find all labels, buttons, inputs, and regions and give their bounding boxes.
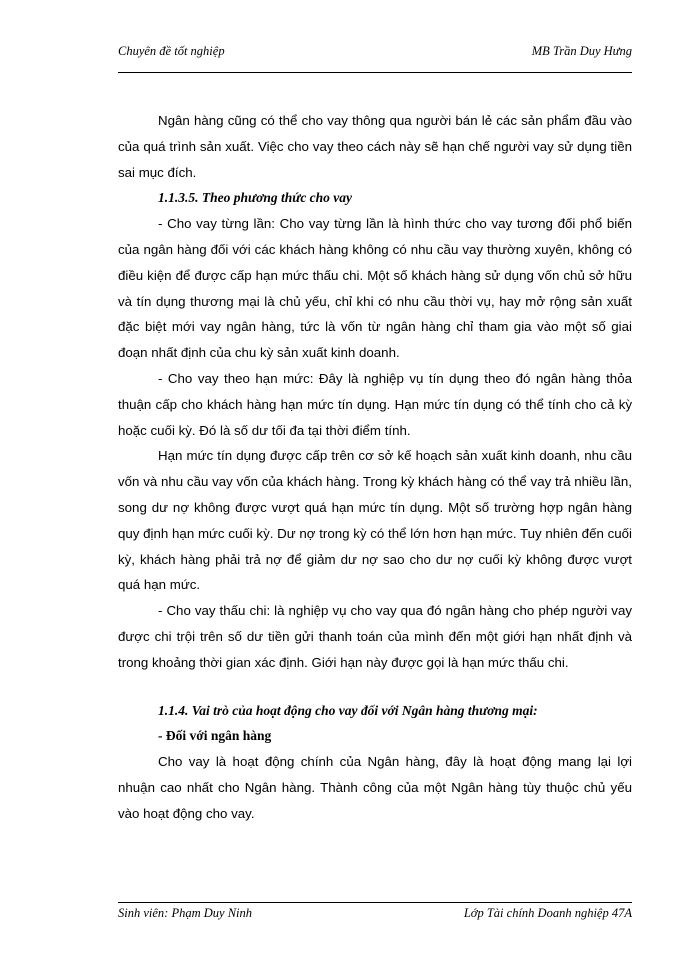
page-footer xyxy=(118,902,632,927)
paragraph-intro: Ngân hàng cũng có thể cho vay thông qua người bán lẻ các sản phẩm đầu vào của quá trình sản xuất. Việc cho vay theo cách này sẽ hạn chế người vay sử dụng tiền sai mục đích. xyxy=(118,113,632,180)
paragraph-vai-tro: Cho vay là hoạt động chính của Ngân hàng, đây là hoạt động mang lại lợi nhuận cao nhất cho Ngân hàng. Thành công của một Ngân hàng tùy thuộc chủ yếu vào hoạt động cho vay. xyxy=(118,754,632,821)
header-right-author: MB Trần Duy Hưng xyxy=(531,44,632,58)
paragraph-han-muc-tin-dung: Hạn mức tín dụng được cấp trên cơ sở kế hoạch sản xuất kinh doanh, nhu cầu vốn và nhu cầu vay vốn của khách hàng. Trong kỳ khách hàng có thể vay trả nhiều lần, song dư nợ không được vượt quá hạn mức tín dụng. Một số trường hợp ngân hàng quy định hạn mức cuối kỳ. Dư nợ trong kỳ có thể lớn hơn hạn mức. Tuy nhiên đến cuối kỳ, khách hàng phải trả nợ để giảm dư nợ sao cho dư nợ cuối kỳ không được vượt quá hạn mức. xyxy=(118,448,632,593)
subheading-doi-voi-ngan-hang: - Đối với ngân hàng xyxy=(158,728,272,744)
paragraph-cho-vay-thau-chi: - Cho vay thấu chi: là nghiệp vụ cho vay qua đó ngân hàng cho phép người vay được chi trội trên số dư tiền gửi thanh toán của mình đến một giới hạn nhất định và trong khoảng thời gian xác định. Giới hạn này được gọi là hạn mức thấu chi. xyxy=(118,603,632,670)
header-left-title: Chuyên đề tốt nghiệp xyxy=(118,44,225,58)
document-body xyxy=(118,108,632,827)
paragraph-cho-vay-tung-lan: - Cho vay từng lần: Cho vay từng lần là hình thức cho vay tương đối phổ biến của ngân hàng đối với các khách hàng không có nhu cầu vay thường xuyên, không có điều kiện để được cấp hạn mức thấu chi. Một số khách hàng sử dụng vốn chủ sở hữu và tín dụng thương mại là chủ yếu, chỉ khi có nhu cầu thời vụ, hay mở rộng sản xuất đặc biệt mới vay ngân hàng, tức là vốn từ ngân hàng chỉ tham gia vào một số giai đoạn nhất định của chu kỳ sản xuất kinh doanh. xyxy=(118,216,632,361)
section-heading-1-1-3-5: 1.1.3.5. Theo phương thức cho vay xyxy=(158,190,353,206)
footer-student-name: Sinh viên: Phạm Duy Ninh xyxy=(118,906,253,920)
paragraph-cho-vay-han-muc: - Cho vay theo hạn mức: Đây là nghiệp vụ tín dụng theo đó ngân hàng thỏa thuận cấp cho khách hàng hạn mức tín dụng. Hạn mức tín dụng có thể tính cho cả kỳ hoặc cuối kỳ. Đó là số dư tối đa tại thời điểm tính. xyxy=(118,370,632,438)
footer-class-name: Lớp Tài chính Doanh nghiệp 47A xyxy=(463,906,632,920)
page-header xyxy=(118,40,632,73)
section-heading-1-1-4: 1.1.4. Vai trò của hoạt động cho vay đối với Ngân hàng thương mại: xyxy=(158,702,538,718)
